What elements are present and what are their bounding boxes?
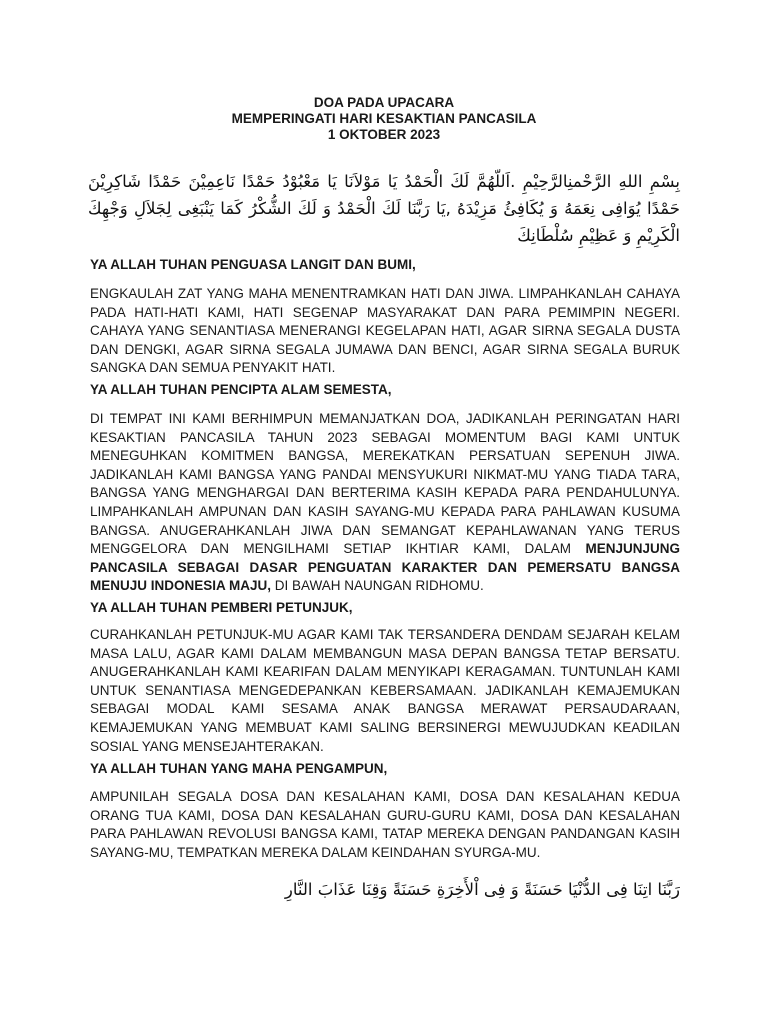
- section-heading-1: YA ALLAH TUHAN PENGUASA LANGIT DAN BUMI,: [90, 257, 416, 272]
- section-paragraph-1: ENGKAULAH ZAT YANG MAHA MENENTRAMKAN HATI DAN JIWA. LIMPAHKANLAH CAHAYA PADA HATI-HATI KAMI, HATI SEGENAP MASYARAKAT DAN PARA PEMIMPIN NEGERI. CAHAYA YANG SENANTIASA MENERANGI KEGELAPAN HATI, AGAR SIRNA SEGALA DUSTA DAN DENGKI, AGAR SIRNA SEGALA JUMAWA DAN BENCI, AGAR SIRNA SEGALA BURUK SANGKA DAN SEMUA PENYAKIT HATI.: [90, 286, 680, 376]
- section-heading-2: YA ALLAH TUHAN PENCIPTA ALAM SEMESTA,: [90, 382, 392, 397]
- document-title-date: 1 OKTOBER 2023: [327, 127, 441, 142]
- document-title-line-1: DOA PADA UPACARA: [313, 95, 455, 110]
- section-heading-4: YA ALLAH TUHAN YANG MAHA PENGAMPUN,: [90, 761, 388, 776]
- arabic-opening-prayer: بِسْمِ اللهِ الرَّحْمنِالرَّحِيْمِ .اَللّهُمَّ لَكَ الْحَمْدُ يَا مَوْلاَنَا يَا مَعْبُوْدُ حَمْدًا نَاعِمِيْنَ حَمْدًا شَاكِرِيْنَ حَمْدًا يُوَافِى نِعَمَهُ وَ يُكَافِئُ مَزِيْدَهُ ,يَا رَبَّنَا لَكَ الْحَمْدُ وَ لَكَ الشُّكْرُ كَمَا يَنْبَغِى لِجَلاَلِ وَجْهِكَ الْكَرِيْمِ وَ عَظِيْمِ سُلْطَانِكَ: [88, 172, 680, 245]
- section-heading-3: YA ALLAH TUHAN PEMBERI PETUNJUK,: [90, 600, 353, 615]
- paragraph-2-bold-emphasis: MENJUNJUNG PANCASILA SEBAGAI DASAR PENGUATAN KARAKTER DAN PEMERSATU BANGSA MENUJU INDONESIA MAJU,: [90, 541, 680, 594]
- section-paragraph-3: CURAHKANLAH PETUNJUK-MU AGAR KAMI TAK TERSANDERA DENDAM SEJARAH KELAM MASA LALU, AGAR KAMI DALAM MEMBANGUN MASA DEPAN BANGSA TETAP BERSATU. ANUGERAHKANLAH KAMI KEARIFAN DALAM MENYIKAPI KERAGAMAN. TUNTUNLAH KAMI UNTUK SENANTIASA MENGEDEPANKAN KEBERSAMAAN. JADIKANLAH KEMAJEMUKAN SEBAGAI MODAL KAMI SESAMA ANAK BANGSA MERAWAT PERSAUDARAAN, KEMAJEMUKAN YANG MEMBUAT KAMI SALING BERSINERGI MEWUJUDKAN KEADILAN SOSIAL YANG MENSEJAHTERAKAN.: [90, 627, 680, 754]
- paragraph-2-text-start: DI TEMPAT INI KAMI BERHIMPUN MEMANJATKAN DOA, JADIKANLAH PERINGATAN HARI KESAKTIAN PANCASILA TAHUN 2023 SEBAGAI MOMENTUM BAGI KAMI UNTUK MENEGUHKAN KOMITMEN BANGSA, MEREKATKAN PERSATUAN SEPENUH JIWA. JADIKANLAH KAMI BANGSA YANG PANDAI MENSYUKURI NIKMAT-MU YANG TIADA TARA, BANGSA YANG MENGHARGAI DAN BERTERIMA KASIH KEPADA PARA PENDAHULUNYA. LIMPAHKANLAH AMPUNAN DAN KASIH SAYANG-MU KEPADA PARA PAHLAWAN KUSUMA BANGSA. ANUGERAHKANLAH JIWA DAN SEMANGAT KEPAHLAWANAN YANG TERUS MENGGELORA DAN MENGILHAMI SETIAP IKHTIAR KAMI, DALAM: [90, 411, 680, 557]
- section-paragraph-2: [90, 410, 680, 596]
- arabic-closing-prayer: رَبَّنَا اتِنَا فِى الدُّنْيَا حَسَنَةً وَ فِى اْلأَخِرَةِ حَسَنَةً وَقِنَا عَذَابَ النَّارِ: [284, 880, 680, 899]
- document-title-line-2: MEMPERINGATI HARI KESAKTIAN PANCASILA: [231, 111, 537, 126]
- section-paragraph-4: AMPUNILAH SEGALA DOSA DAN KESALAHAN KAMI, DOSA DAN KESALAHAN KEDUA ORANG TUA KAMI, DOSA DAN KESALAHAN GURU-GURU KAMI, DOSA DAN KESALAHAN PARA PAHLAWAN REVOLUSI BANGSA KAMI, TATAP MEREKA DENGAN PANDANGAN KASIH SAYANG-MU, TEMPATKAN MEREKA DALAM KEINDAHAN SYURGA-MU.: [90, 789, 680, 860]
- paragraph-2-text-end: DI BAWAH NAUNGAN RIDHOMU.: [271, 578, 484, 594]
